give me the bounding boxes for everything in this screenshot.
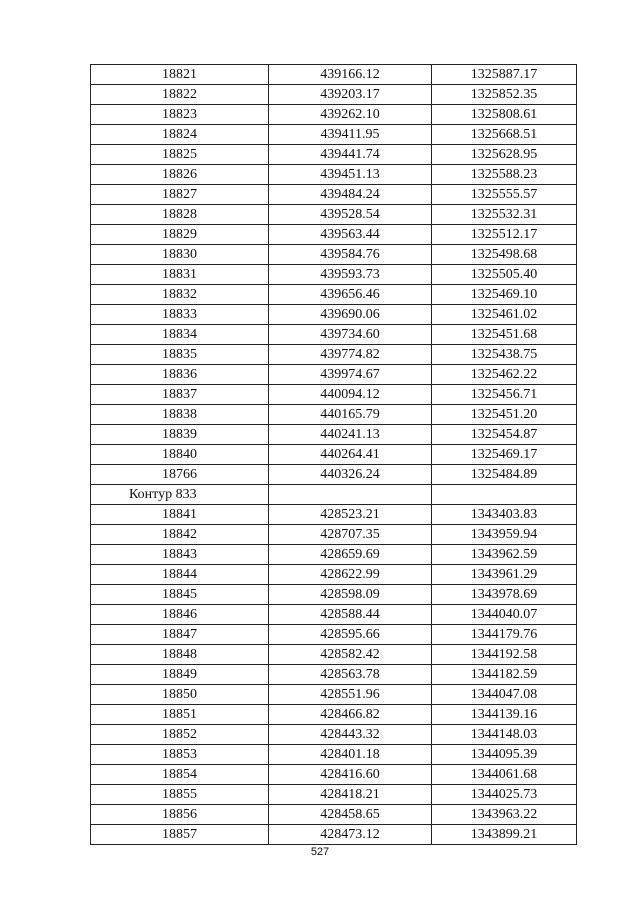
point-id-cell: 18840 bbox=[91, 445, 269, 465]
point-id-cell: 18823 bbox=[91, 105, 269, 125]
x-coordinate-cell: 439656.46 bbox=[269, 285, 432, 305]
y-coordinate-cell: 1325451.20 bbox=[432, 405, 577, 425]
y-coordinate-cell: 1325628.95 bbox=[432, 145, 577, 165]
table-row bbox=[91, 305, 577, 325]
point-id-cell: 18834 bbox=[91, 325, 269, 345]
point-id-cell: 18837 bbox=[91, 385, 269, 405]
point-id-cell: 18824 bbox=[91, 125, 269, 145]
coordinate-table bbox=[90, 64, 577, 845]
y-coordinate-cell: 1344047.08 bbox=[432, 685, 577, 705]
y-coordinate-cell: 1344061.68 bbox=[432, 765, 577, 785]
x-coordinate-cell: 428622.99 bbox=[269, 565, 432, 585]
point-id-cell: 18849 bbox=[91, 665, 269, 685]
x-coordinate-cell: 428595.66 bbox=[269, 625, 432, 645]
y-coordinate-cell: 1325438.75 bbox=[432, 345, 577, 365]
table-row bbox=[91, 625, 577, 645]
table-row bbox=[91, 405, 577, 425]
y-coordinate-cell: 1325808.61 bbox=[432, 105, 577, 125]
table-row bbox=[91, 165, 577, 185]
y-coordinate-cell: 1325505.40 bbox=[432, 265, 577, 285]
table-row bbox=[91, 645, 577, 665]
table-row bbox=[91, 705, 577, 725]
x-coordinate-cell: 439166.12 bbox=[269, 65, 432, 85]
point-id-cell: 18843 bbox=[91, 545, 269, 565]
y-coordinate-cell: 1325461.02 bbox=[432, 305, 577, 325]
table-row bbox=[91, 225, 577, 245]
table-row bbox=[91, 265, 577, 285]
table-row bbox=[91, 285, 577, 305]
y-coordinate-cell: 1325512.17 bbox=[432, 225, 577, 245]
point-id-cell: 18841 bbox=[91, 505, 269, 525]
x-coordinate-cell: 439451.13 bbox=[269, 165, 432, 185]
y-coordinate-cell: 1325462.22 bbox=[432, 365, 577, 385]
x-coordinate-cell: 439584.76 bbox=[269, 245, 432, 265]
y-coordinate-cell: 1343963.22 bbox=[432, 805, 577, 825]
x-coordinate-cell: 439484.24 bbox=[269, 185, 432, 205]
point-id-cell: 18833 bbox=[91, 305, 269, 325]
x-coordinate-cell: 439441.74 bbox=[269, 145, 432, 165]
point-id-cell: 18839 bbox=[91, 425, 269, 445]
point-id-cell: 18821 bbox=[91, 65, 269, 85]
y-coordinate-cell: 1344148.03 bbox=[432, 725, 577, 745]
x-coordinate-cell: 439593.73 bbox=[269, 265, 432, 285]
x-coordinate-cell: 439203.17 bbox=[269, 85, 432, 105]
table-row bbox=[91, 805, 577, 825]
point-id-cell: 18766 bbox=[91, 465, 269, 485]
point-id-cell: 18828 bbox=[91, 205, 269, 225]
y-coordinate-cell: 1325555.57 bbox=[432, 185, 577, 205]
x-coordinate-cell: 428598.09 bbox=[269, 585, 432, 605]
point-id-cell: 18845 bbox=[91, 585, 269, 605]
point-id-cell: 18851 bbox=[91, 705, 269, 725]
x-coordinate-cell: 440094.12 bbox=[269, 385, 432, 405]
section-label: Контур 833 bbox=[91, 485, 269, 505]
point-id-cell: 18827 bbox=[91, 185, 269, 205]
table-row bbox=[91, 185, 577, 205]
y-coordinate-cell: 1325668.51 bbox=[432, 125, 577, 145]
table-row bbox=[91, 605, 577, 625]
table-row bbox=[91, 125, 577, 145]
x-coordinate-cell: 428418.21 bbox=[269, 785, 432, 805]
point-id-cell: 18838 bbox=[91, 405, 269, 425]
point-id-cell: 18846 bbox=[91, 605, 269, 625]
table-row bbox=[91, 65, 577, 85]
x-coordinate-cell: 428707.35 bbox=[269, 525, 432, 545]
point-id-cell: 18854 bbox=[91, 765, 269, 785]
table-row bbox=[91, 145, 577, 165]
table-row bbox=[91, 345, 577, 365]
table-row bbox=[91, 825, 577, 845]
x-coordinate-cell: 439262.10 bbox=[269, 105, 432, 125]
x-coordinate-cell: 428659.69 bbox=[269, 545, 432, 565]
table-row bbox=[91, 745, 577, 765]
x-coordinate-cell: 428466.82 bbox=[269, 705, 432, 725]
y-coordinate-cell: 1343899.21 bbox=[432, 825, 577, 845]
table-row bbox=[91, 525, 577, 545]
point-id-cell: 18836 bbox=[91, 365, 269, 385]
page-number: 527 bbox=[310, 846, 330, 858]
y-coordinate-cell: 1325588.23 bbox=[432, 165, 577, 185]
y-coordinate-cell: 1343961.29 bbox=[432, 565, 577, 585]
table-row bbox=[91, 665, 577, 685]
point-id-cell: 18848 bbox=[91, 645, 269, 665]
table-row bbox=[91, 325, 577, 345]
coordinate-table-body bbox=[91, 65, 577, 845]
point-id-cell: 18825 bbox=[91, 145, 269, 165]
x-coordinate-cell: 440165.79 bbox=[269, 405, 432, 425]
point-id-cell: 18852 bbox=[91, 725, 269, 745]
point-id-cell: 18842 bbox=[91, 525, 269, 545]
x-coordinate-cell: 440264.41 bbox=[269, 445, 432, 465]
y-coordinate-cell: 1344040.07 bbox=[432, 605, 577, 625]
y-coordinate-cell: 1344179.76 bbox=[432, 625, 577, 645]
point-id-cell: 18844 bbox=[91, 565, 269, 585]
empty-cell bbox=[432, 485, 577, 505]
point-id-cell: 18835 bbox=[91, 345, 269, 365]
table-row bbox=[91, 85, 577, 105]
y-coordinate-cell: 1344192.58 bbox=[432, 645, 577, 665]
x-coordinate-cell: 428563.78 bbox=[269, 665, 432, 685]
x-coordinate-cell: 428523.21 bbox=[269, 505, 432, 525]
point-id-cell: 18853 bbox=[91, 745, 269, 765]
point-id-cell: 18826 bbox=[91, 165, 269, 185]
y-coordinate-cell: 1343959.94 bbox=[432, 525, 577, 545]
x-coordinate-cell: 428443.32 bbox=[269, 725, 432, 745]
table-row bbox=[91, 725, 577, 745]
y-coordinate-cell: 1343403.83 bbox=[432, 505, 577, 525]
y-coordinate-cell: 1344095.39 bbox=[432, 745, 577, 765]
table-row bbox=[91, 205, 577, 225]
table-row bbox=[91, 365, 577, 385]
table-row bbox=[91, 245, 577, 265]
table-row bbox=[91, 465, 577, 485]
point-id-cell: 18855 bbox=[91, 785, 269, 805]
table-row bbox=[91, 585, 577, 605]
table-row bbox=[91, 445, 577, 465]
x-coordinate-cell: 428401.18 bbox=[269, 745, 432, 765]
table-row bbox=[91, 505, 577, 525]
x-coordinate-cell: 439690.06 bbox=[269, 305, 432, 325]
x-coordinate-cell: 428582.42 bbox=[269, 645, 432, 665]
y-coordinate-cell: 1325454.87 bbox=[432, 425, 577, 445]
x-coordinate-cell: 439563.44 bbox=[269, 225, 432, 245]
x-coordinate-cell: 440326.24 bbox=[269, 465, 432, 485]
point-id-cell: 18822 bbox=[91, 85, 269, 105]
x-coordinate-cell: 439528.54 bbox=[269, 205, 432, 225]
table-row bbox=[91, 685, 577, 705]
y-coordinate-cell: 1344025.73 bbox=[432, 785, 577, 805]
y-coordinate-cell: 1325469.17 bbox=[432, 445, 577, 465]
y-coordinate-cell: 1325852.35 bbox=[432, 85, 577, 105]
y-coordinate-cell: 1325887.17 bbox=[432, 65, 577, 85]
coordinate-table-container bbox=[90, 64, 576, 845]
y-coordinate-cell: 1343978.69 bbox=[432, 585, 577, 605]
empty-cell bbox=[269, 485, 432, 505]
x-coordinate-cell: 439974.67 bbox=[269, 365, 432, 385]
section-header-row bbox=[91, 485, 577, 505]
y-coordinate-cell: 1343962.59 bbox=[432, 545, 577, 565]
y-coordinate-cell: 1325498.68 bbox=[432, 245, 577, 265]
point-id-cell: 18831 bbox=[91, 265, 269, 285]
table-row bbox=[91, 385, 577, 405]
point-id-cell: 18830 bbox=[91, 245, 269, 265]
x-coordinate-cell: 428473.12 bbox=[269, 825, 432, 845]
table-row bbox=[91, 765, 577, 785]
y-coordinate-cell: 1344182.59 bbox=[432, 665, 577, 685]
y-coordinate-cell: 1344139.16 bbox=[432, 705, 577, 725]
point-id-cell: 18857 bbox=[91, 825, 269, 845]
point-id-cell: 18832 bbox=[91, 285, 269, 305]
x-coordinate-cell: 428458.65 bbox=[269, 805, 432, 825]
x-coordinate-cell: 439411.95 bbox=[269, 125, 432, 145]
point-id-cell: 18850 bbox=[91, 685, 269, 705]
x-coordinate-cell: 439734.60 bbox=[269, 325, 432, 345]
x-coordinate-cell: 428551.96 bbox=[269, 685, 432, 705]
x-coordinate-cell: 440241.13 bbox=[269, 425, 432, 445]
y-coordinate-cell: 1325451.68 bbox=[432, 325, 577, 345]
table-row bbox=[91, 785, 577, 805]
table-row bbox=[91, 425, 577, 445]
x-coordinate-cell: 428416.60 bbox=[269, 765, 432, 785]
y-coordinate-cell: 1325484.89 bbox=[432, 465, 577, 485]
y-coordinate-cell: 1325456.71 bbox=[432, 385, 577, 405]
y-coordinate-cell: 1325469.10 bbox=[432, 285, 577, 305]
x-coordinate-cell: 439774.82 bbox=[269, 345, 432, 365]
point-id-cell: 18847 bbox=[91, 625, 269, 645]
x-coordinate-cell: 428588.44 bbox=[269, 605, 432, 625]
y-coordinate-cell: 1325532.31 bbox=[432, 205, 577, 225]
table-row bbox=[91, 105, 577, 125]
table-row bbox=[91, 545, 577, 565]
table-row bbox=[91, 565, 577, 585]
point-id-cell: 18856 bbox=[91, 805, 269, 825]
point-id-cell: 18829 bbox=[91, 225, 269, 245]
